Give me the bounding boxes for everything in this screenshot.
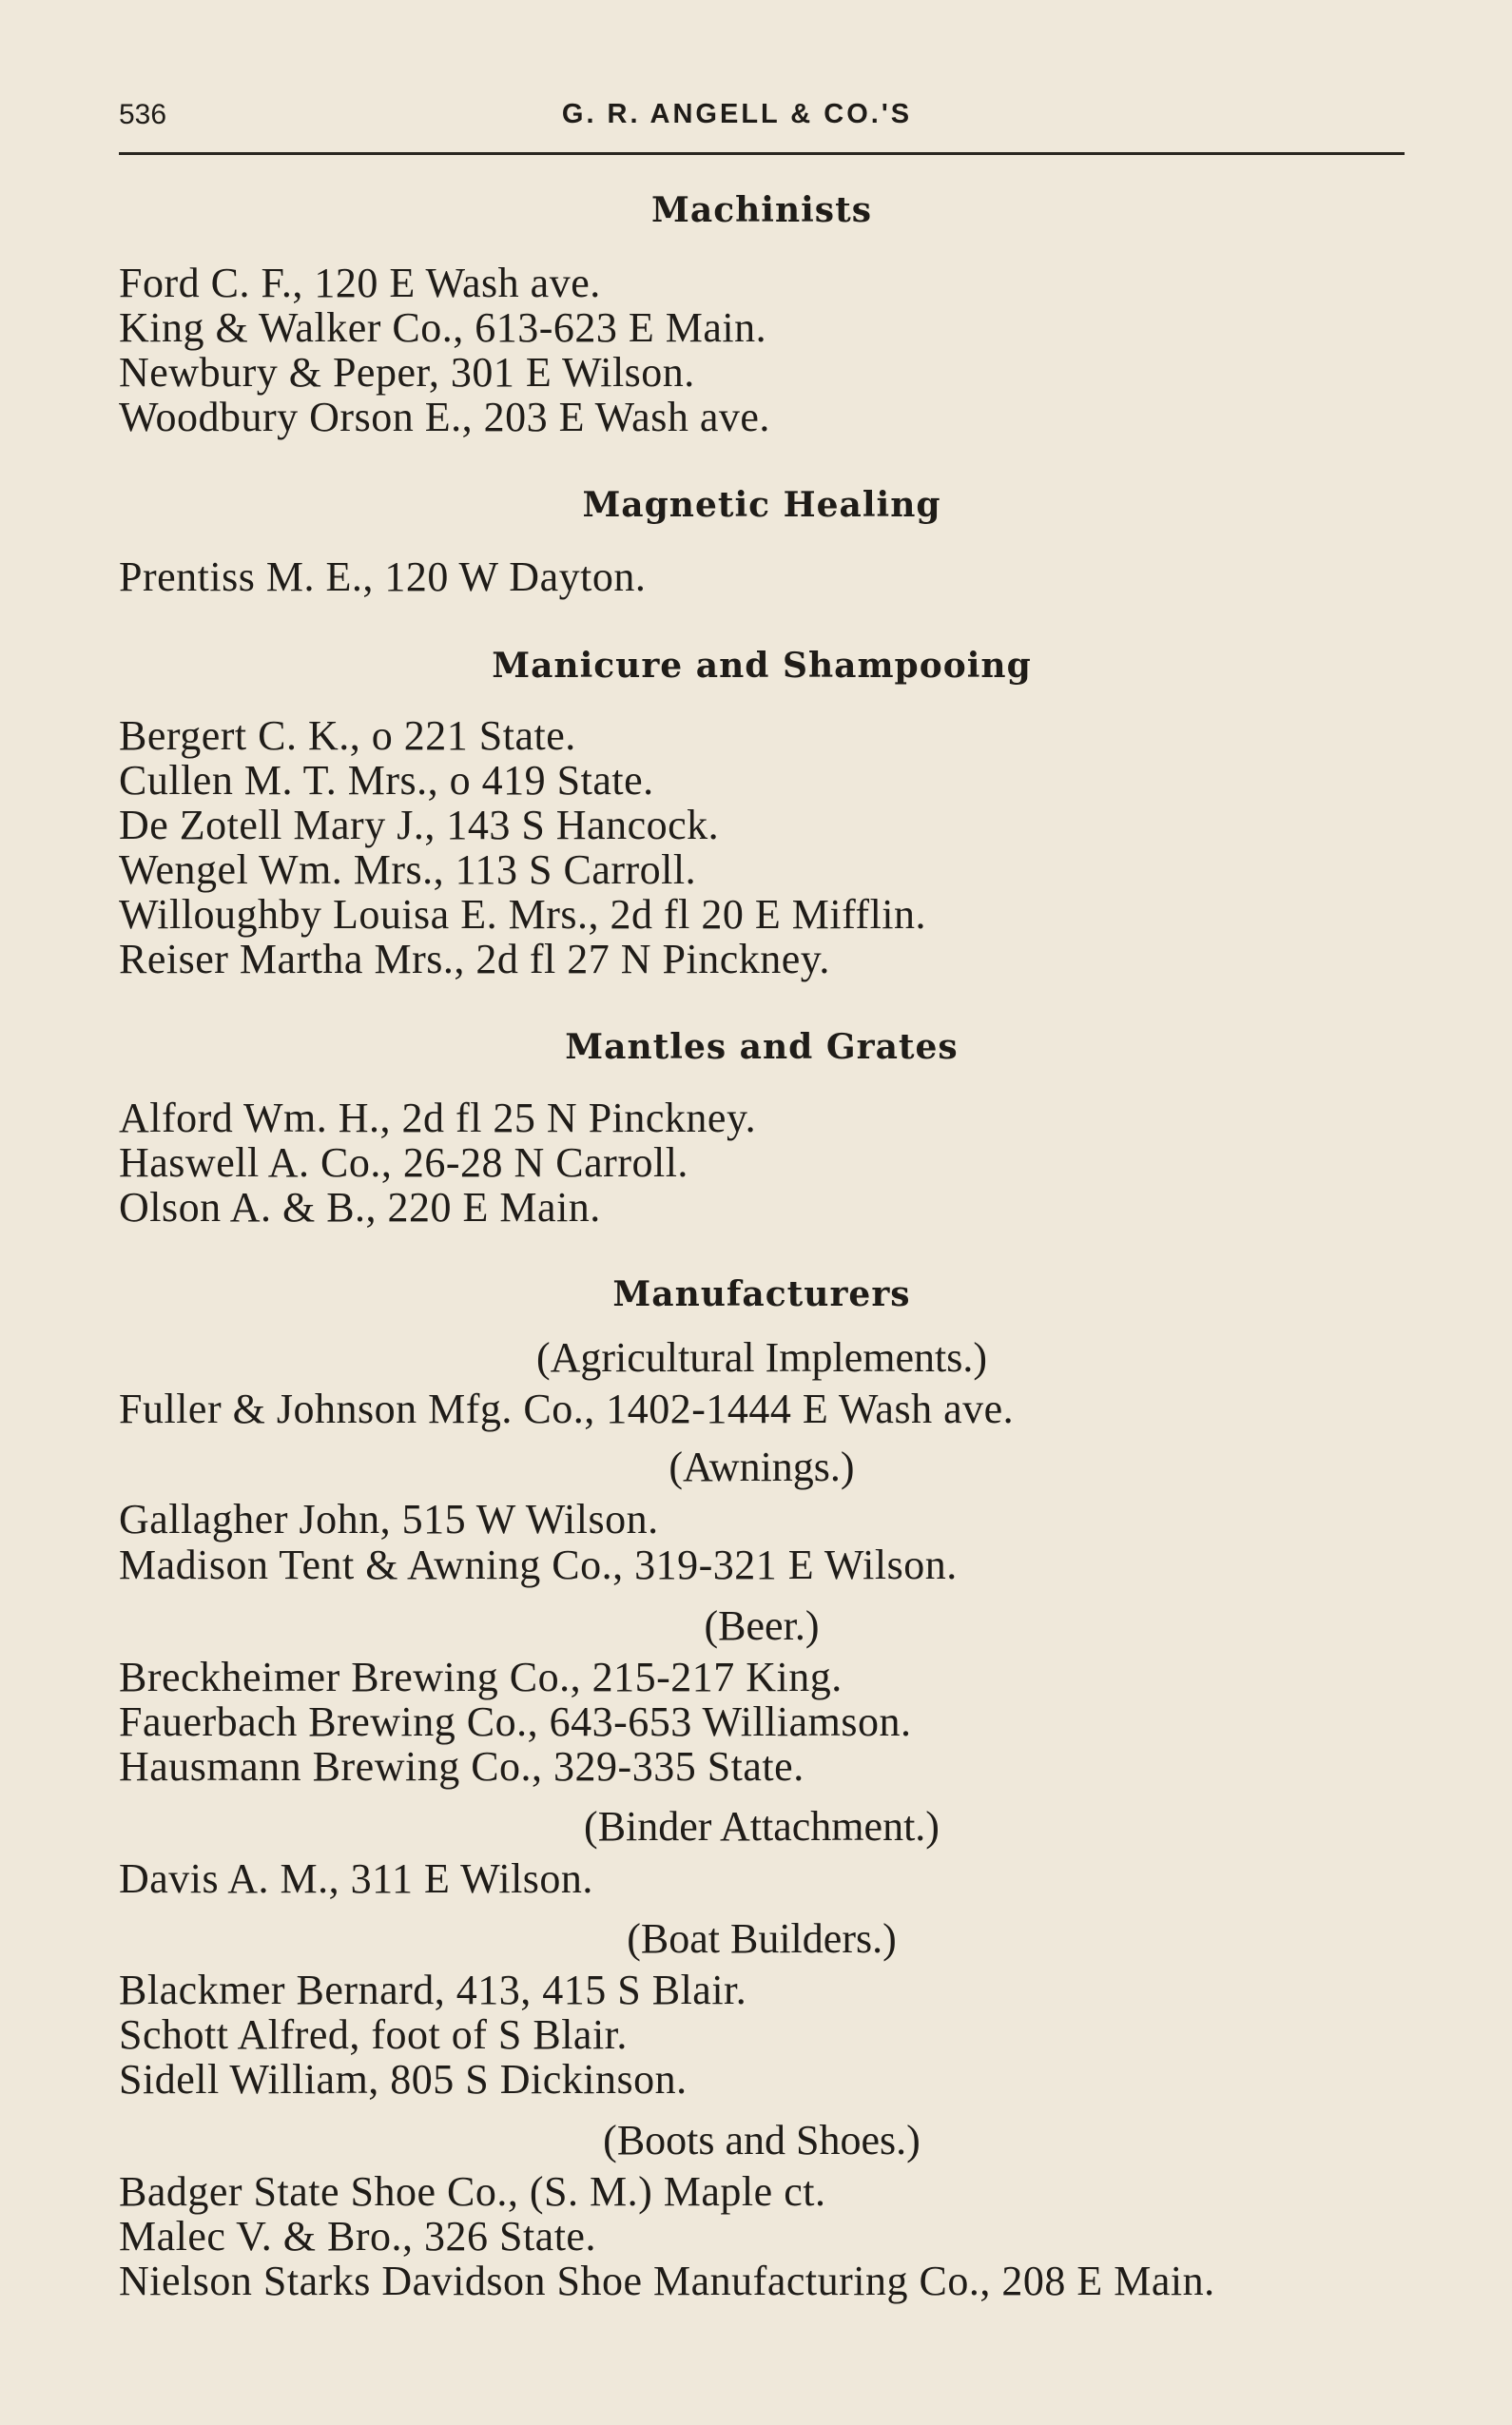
list-item: Davis A. M., 311 E Wilson. bbox=[119, 1855, 593, 1902]
list-item: Gallagher John, 515 W Wilson. bbox=[119, 1496, 659, 1542]
list-item: Wengel Wm. Mrs., 113 S Carroll. bbox=[119, 846, 697, 893]
list-item: De Zotell Mary J., 143 S Hancock. bbox=[119, 802, 720, 848]
section-heading-machinists: Machinists bbox=[651, 190, 872, 230]
subheading-awnings: (Awnings.) bbox=[669, 1444, 855, 1490]
list-item: Breckheimer Brewing Co., 215-217 King. bbox=[119, 1654, 843, 1700]
section-heading-mantles: Mantles and Grates bbox=[565, 1027, 959, 1067]
list-item: Woodbury Orson E., 203 E Wash ave. bbox=[119, 394, 770, 440]
running-head bbox=[119, 99, 1405, 137]
list-item: Fauerbach Brewing Co., 643-653 Williamson. bbox=[119, 1698, 912, 1745]
subheading-binder: (Binder Attachment.) bbox=[584, 1803, 940, 1850]
section-heading-manicure: Manicure and Shampooing bbox=[492, 646, 1032, 686]
list-item: Hausmann Brewing Co., 329-335 State. bbox=[119, 1743, 804, 1790]
subheading-boots-shoes: (Boots and Shoes.) bbox=[603, 2117, 921, 2163]
list-item: Fuller & Johnson Mfg. Co., 1402-1444 E Wash ave. bbox=[119, 1386, 1015, 1432]
section-heading-magnetic-healing: Magnetic Healing bbox=[582, 485, 941, 525]
subheading-boat-builders: (Boat Builders.) bbox=[627, 1915, 897, 1962]
list-item: King & Walker Co., 613-623 E Main. bbox=[119, 304, 767, 351]
list-item: Ford C. F., 120 E Wash ave. bbox=[119, 260, 601, 306]
list-item: Nielson Starks Davidson Shoe Manufacturing Co., 208 E Main. bbox=[119, 2258, 1215, 2304]
list-item: Schott Alfred, foot of S Blair. bbox=[119, 2011, 628, 2058]
running-title: G. R. ANGELL & CO.'S bbox=[561, 99, 913, 129]
list-item: Olson A. & B., 220 E Main. bbox=[119, 1184, 601, 1231]
subheading-agricultural: (Agricultural Implements.) bbox=[535, 1334, 988, 1381]
list-item: Haswell A. Co., 26-28 N Carroll. bbox=[119, 1139, 688, 1186]
list-item: Blackmer Bernard, 413, 415 S Blair. bbox=[119, 1967, 747, 2013]
list-item: Malec V. & Bro., 326 State. bbox=[119, 2213, 596, 2260]
list-item: Newbury & Peper, 301 E Wilson. bbox=[119, 349, 695, 396]
list-item: Badger State Shoe Co., (S. M.) Maple ct. bbox=[119, 2168, 826, 2215]
subheading-beer: (Beer.) bbox=[704, 1602, 820, 1649]
list-item: Reiser Martha Mrs., 2d fl 27 N Pinckney. bbox=[119, 936, 830, 982]
list-item: Willoughby Louisa E. Mrs., 2d fl 20 E Mifflin. bbox=[119, 891, 927, 938]
list-item: Cullen M. T. Mrs., o 419 State. bbox=[119, 757, 654, 804]
list-item: Sidell William, 805 S Dickinson. bbox=[119, 2056, 688, 2103]
list-item: Bergert C. K., o 221 State. bbox=[119, 712, 576, 759]
section-heading-manufacturers: Manufacturers bbox=[612, 1274, 911, 1314]
page-number: 536 bbox=[119, 99, 167, 130]
header-rule bbox=[119, 152, 1405, 155]
list-item: Prentiss M. E., 120 W Dayton. bbox=[119, 553, 647, 600]
list-item: Alford Wm. H., 2d fl 25 N Pinckney. bbox=[119, 1095, 757, 1141]
list-item: Madison Tent & Awning Co., 319-321 E Wilson. bbox=[119, 1542, 958, 1588]
